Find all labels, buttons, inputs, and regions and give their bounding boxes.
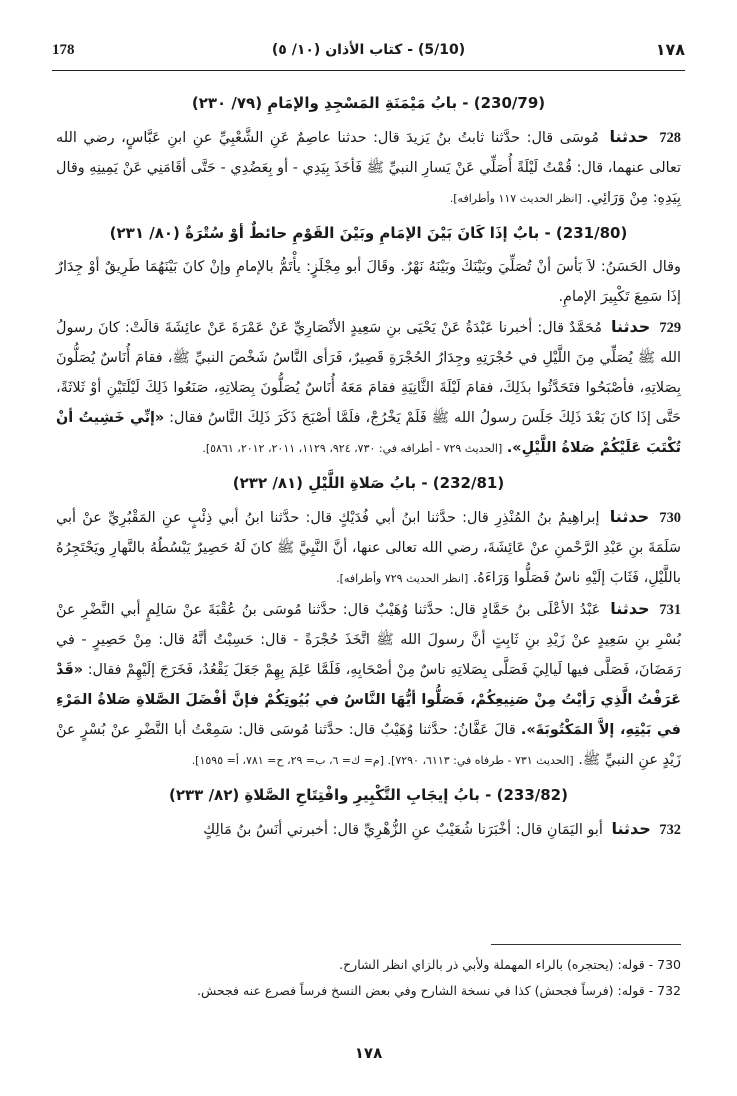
hadith-number: 729 — [659, 320, 682, 336]
chapter-heading: (232/81) - بابُ صَلاةِ اللَّيْلِ (٨١/ ٢٣٢) — [232, 474, 505, 492]
hadith-text-continued: قالَ عَفَّانُ: حدَّثنا وُهَيْبٌ قال: حدَّثنا مُوسَى قال: سَمِعْتُ أبا النَّضْرِ عنْ بُسْرٍ عنْ زَيْدٍ عنِ النبيِّ ﷺ. — [56, 722, 681, 768]
page-number-arabic: ١٧٨ — [655, 40, 685, 59]
hadith-730 — [56, 502, 681, 594]
footnote: 732 - قوله: (فرساً فجحش) كذا في نسخة الشارح وفي بعض النسخ فرساً فصرع عنه فجحش. — [196, 983, 681, 998]
chapter-heading: (233/82) - بابُ إيجَابِ التَّكْبِيرِ وافْتِتَاحِ الصَّلاةِ (٨٢/ ٢٣٣) — [169, 786, 568, 804]
hadith-reference: [الحديث ٧٢٩ - أطرافه في: ٧٣٠، ٩٢٤، ١١٢٩، ٢٠١١، ٢٠١٢، ٥٨٦١]. — [202, 442, 503, 455]
hadith-text: أبو اليَمَانِ قال: أخْبَرَنا شُعَيْبٌ عنِ الزُّهْرِيِّ قال: أخبرني أنَسُ بنُ مَالِكٍ — [203, 822, 603, 838]
page-header — [38, 36, 699, 70]
hadith-lead-word: حدثنا — [611, 317, 651, 336]
header-divider — [52, 70, 685, 71]
hadith-number: 732 — [659, 822, 681, 838]
chapter-heading: (230/79) - بابُ مَيْمَنَةِ المَسْجِدِ والإمَامِ (٧٩/ ٢٣٠) — [191, 94, 546, 112]
hadith-quote: «إنِّي خَشِيتُ أنْ تُكْتَبَ عَلَيْكُمْ صَلاةُ اللَّيْلِ». — [56, 410, 681, 456]
running-title: (5/10) - كتاب الأذان (١٠/ ٥) — [271, 42, 466, 58]
hadith-text: عَبْدُ الأعْلَى بنُ حَمَّادٍ قال: حدَّثنا وُهَيْبٌ قال: حدَّثنا مُوسَى بنُ عُقْبَةَ عنْ سَالِمٍ أبي النَّضْرِ عنْ بُسْرِ بنِ سَعِيدٍ عنْ زَيْدِ بنِ ثَابِتٍ أنَّ رسولَ الله ﷺ اتَّخَذَ حُجْرَةً - قال: حَسِبْتُ أنَّهُ قال: مِنْ حَصِيرٍ - في رَمَضَانَ، فَصَلَّى فيها لَيالِيَ فَصَلَّى بِصَلاتِهِ ناسٌ مِنْ أصْحَابِهِ، فَلَمَّا عَلِمَ بِهِمْ جَعَلَ يَقْعُدُ، فَخَرَجَ إلَيْهِمْ فقال: — [56, 602, 681, 678]
page-number-footer: ١٧٨ — [354, 1044, 383, 1062]
hadith-reference: [انظر الحديث ١١٧ وأطرافه]. — [449, 192, 582, 205]
hadith-729 — [56, 312, 681, 464]
hadith-728 — [56, 122, 681, 214]
chapter-heading: (231/80) - بابٌ إذَا كَانَ بَيْنَ الإمَامِ وبَيْنَ القَوْمِ حائطٌ أوْ سُتْرَةٌ (٨٠/ ٢٣١) — [109, 224, 628, 242]
hadith-quote: «قَدْ عَرَفْتُ الَّذِي رَأيْتُ مِنْ صَنِيعِكُمْ، فَصَلُّوا أيُّهَا النَّاسُ في بُيُوتِكُمْ فإنَّ أفْضَلَ الصَّلاةِ صَلاةُ المَرْءِ في بَيْتِهِ، إلاَّ المَكْتُوبَةَ». — [56, 662, 681, 738]
footnote-divider — [491, 944, 681, 945]
hadith-lead-word: حدثنا — [609, 507, 650, 526]
hadith-text: مُوسَى قال: حدَّثنا ثابتُ بنُ يَزيدَ قال: حدثنا عاصِمٌ عَنِ الشَّعْبِيِّ عنِ ابنِ عَبَّاسٍ، رضي الله تعالى عنهما، قال: قُمْتُ لَيْلَةً أُصَلِّي عَنْ يَسارِ النبيِّ ﷺ فَأخَذَ بِيَدِي - أو بِعَضُدِي - حَتَّى أقَامَنِي عَنْ يَمِينِهِ وقال بِيَدِهِ: مِنْ وَرَائِي. — [56, 130, 681, 206]
footnote: 730 - قوله: (يحتجره) بالراء المهملة ولأبي ذر بالزاي انظر الشارح. — [339, 957, 681, 972]
hadith-reference: [الحديث ٧٣١ - طرفاه في: ٦١١٣، ٧٢٩٠]. [م= ك= ٦، ب= ٢٩، ح= ٧٨١، أ= ١٥٩٥]. — [191, 754, 574, 767]
hadith-number: 730 — [659, 510, 681, 526]
hadith-text: مُحَمَّدٌ قال: أخبرنا عَبْدَةُ عَنْ يَحْيَى بنِ سَعِيدٍ الأنْصَارِيِّ عَنْ عَمْرَةَ عَنْ عائِشَةَ قالَتْ: كانَ رسولُ الله ﷺ يُصَلِّي مِنَ اللَّيْلِ في حُجْرَتِهِ وجِدَارُ الحُجْرَةِ قَصِيرٌ، فَرَأى النَّاسُ شَخْصَ النبيِّ ﷺ، فقامَ أُنَاسٌ يُصَلُّونَ بِصَلاتِهِ، فأصْبَحُوا فتَحَدَّثُوا بذَلِكَ، فقامَ لَيْلَةَ الثَّانِيَةِ فقامَ مَعَهُ أُنَاسٌ يُصَلُّونَ بِصَلاتِهِ، صَنَعُوا ذَلِكَ لَيْلَتَيْنِ أوْ ثَلاثَةً، حَتَّى إذَا كانَ بَعْدَ ذَلِكَ جَلَسَ رسولُ الله ﷺ فَلَمْ يَخْرُجْ، فلَمَّا أصْبَحَ ذَكَرَ ذَلِكَ النَّاسُ فقال: — [56, 320, 681, 426]
hadith-number: 728 — [659, 130, 681, 146]
page-number-latin: 178 — [52, 42, 75, 58]
chapter-intro: وقال الحَسَنُ: لاَ بَأسَ أنْ تُصَلِّيَ وبَيْنَكَ وبَيْنَهُ نَهْرٌ. وقَالَ أبو مِجْلَزٍ: يأْتَمُّ بالإمامِ وإنْ كانَ بَيْنَهُمَا طَرِيقٌ أوْ جِدَارٌ إذَا سَمِعَ تَكْبِيرَ الإمامِ. — [56, 259, 681, 305]
hadith-732 — [56, 814, 681, 845]
hadith-731 — [56, 594, 681, 776]
hadith-text: إبراهِيمُ بنُ المُنْذِرِ قال: حدَّثنا ابنُ أبي فُدَيْكٍ قال: حدَّثنا ابنُ أبي ذِئْبٍ عنِ المَقْبُرِيِّ عنْ أبي سَلَمَةَ بنِ عَبْدِ الرَّحْمنِ عنْ عَائِشَةَ، رضي الله تعالى عنها، أنَّ النَّبِيَّ ﷺ كانَ لَهُ حَصِيرٌ يَبْسُطُهُ بالنَّهارِ ويَحْتَجِرُهُ باللَّيْلِ، فَثَابَ إلَيْهِ ناسٌ فَصَلُّوا وَرَاءَهُ. — [56, 510, 681, 586]
footnotes — [56, 952, 681, 1004]
hadith-lead-word: حدثنا — [611, 819, 651, 838]
hadith-reference: [انظر الحديث ٧٢٩ وأطرافه]. — [336, 572, 469, 585]
hadith-lead-word: حدثنا — [609, 127, 649, 146]
hadith-lead-word: حدثنا — [610, 599, 650, 618]
main-text — [56, 84, 681, 845]
hadith-number: 731 — [659, 602, 682, 618]
